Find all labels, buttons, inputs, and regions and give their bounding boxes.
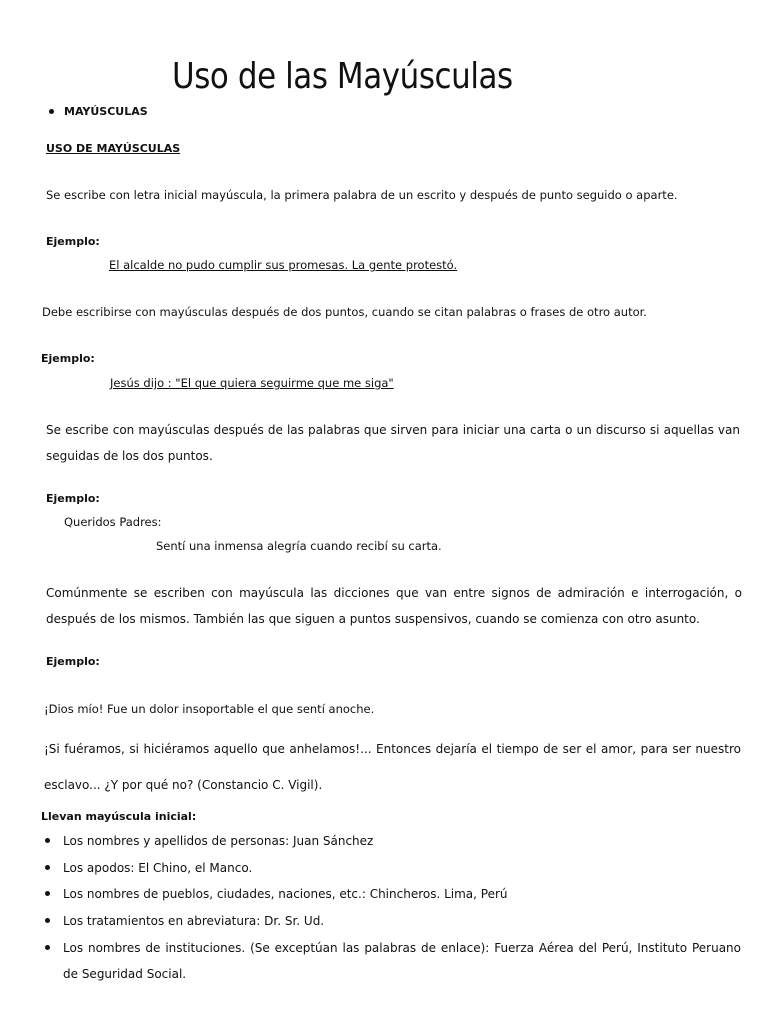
rule-1-text: Se escribe con letra inicial mayúscula, la primera palabra de un escrito y después de punto seguido o aparte.: [46, 188, 678, 202]
bullet-icon: [45, 945, 50, 950]
example-label-3: Ejemplo:: [46, 492, 100, 505]
example-4-line-1: ¡Dios mío! Fue un dolor insoportable el que sentí anoche.: [44, 702, 375, 716]
rule-2-text: Debe escribirse con mayúsculas después de dos puntos, cuando se citan palabras o frases de otro autor.: [42, 305, 647, 319]
example-label-1: Ejemplo:: [46, 235, 100, 248]
list-heading: Llevan mayúscula inicial:: [41, 810, 197, 823]
example-3-body: Sentí una inmensa alegría cuando recibí su carta.: [156, 539, 442, 553]
list-item: Los tratamientos en abreviatura: Dr. Sr. Ud.: [63, 914, 325, 928]
list-item: Los nombres y apellidos de personas: Juan Sánchez: [63, 834, 374, 848]
bullet-icon: [45, 918, 50, 923]
rule-4-text: Comúnmente se escriben con mayúscula las dicciones que van entre signos de admiración e interrogación, o después de los mismos. También las que siguen a puntos suspensivos, cuando se comienza con otro asunto.: [46, 586, 742, 626]
bullet-icon: [45, 891, 50, 896]
bullet-icon: [45, 838, 50, 843]
bullet-icon: [45, 865, 50, 870]
list-item: Los nombres de instituciones. (Se exceptúan las palabras de enlace): Fuerza Aérea del Perú, Instituto Peruano de Seguridad Social.: [63, 941, 741, 981]
subheading: USO DE MAYÚSCULAS: [46, 142, 181, 155]
section-heading: MAYÚSCULAS: [64, 105, 148, 118]
example-4-line-2: ¡Si fuéramos, si hiciéramos aquello que anhelamos!... Entonces dejaría el tiempo de ser el amor, para ser nuestro esclavo... ¿Y por qué no? (Constancio C. Vigil).: [44, 742, 741, 792]
page-title: Uso de las Mayúsculas: [172, 56, 513, 97]
example-3-salutation: Queridos Padres:: [64, 515, 162, 529]
bullet-icon: [49, 109, 54, 114]
example-2-text: Jesús dijo : "El que quiera seguirme que me siga": [110, 376, 394, 390]
list-item: Los apodos: El Chino, el Manco.: [63, 861, 253, 875]
rule-3-text: Se escribe con mayúsculas después de las palabras que sirven para iniciar una carta o un discurso si aquellas van seguidas de los dos puntos.: [46, 423, 740, 463]
example-1-text: El alcalde no pudo cumplir sus promesas. La gente protestó.: [109, 258, 458, 272]
list-item: Los nombres de pueblos, ciudades, naciones, etc.: Chincheros. Lima, Perú: [63, 887, 508, 901]
example-label-2: Ejemplo:: [41, 352, 95, 365]
example-label-4: Ejemplo:: [46, 655, 100, 668]
